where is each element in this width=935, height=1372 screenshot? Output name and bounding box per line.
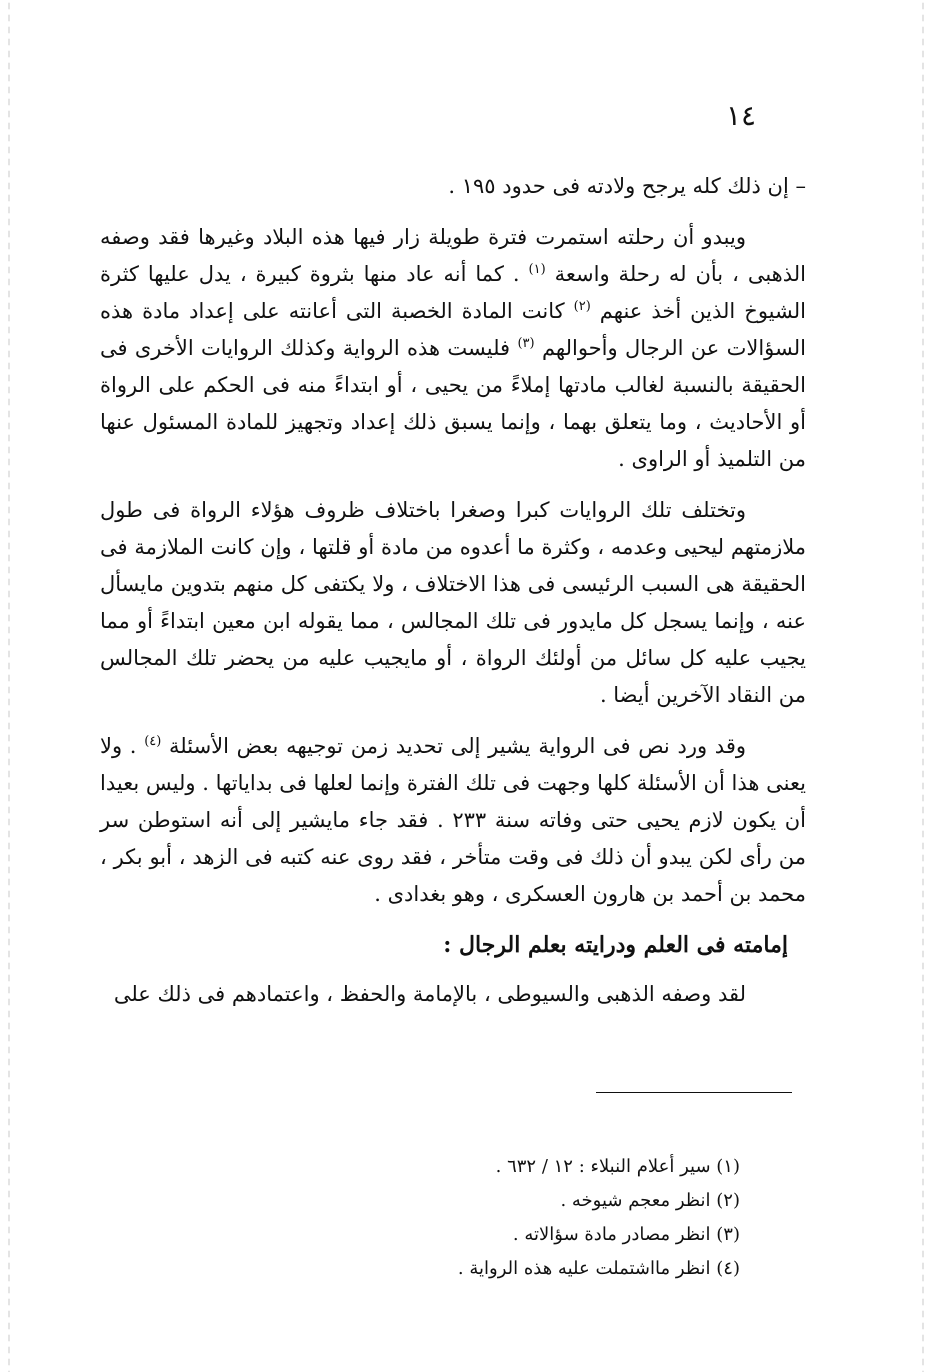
page-number: ١٤ [726, 99, 757, 132]
footnote-3: (٣) انظر مصادر مادة سؤالاته . [512, 1224, 740, 1245]
paragraph-2-text: ويبدو أن رحلته استمرت فترة طويلة زار فيها هذه البلاد وغيرها فقد وصفه الذهبى ، بأن له رحلة واسعة [100, 225, 806, 286]
footnote-ref-3[interactable]: (٣) [517, 336, 535, 351]
footnote-ref-1[interactable]: (١) [528, 262, 546, 277]
footnote-4: (٤) انظر مااشتملت عليه هذه الرواية . [457, 1258, 740, 1279]
paragraph-2-tail: . كما أنه عاد منها بثروة كبيرة ، يدل عليها كثرة الشيوخ الذين أخذ عنهم [100, 262, 806, 323]
footnote-ref-2[interactable]: (٢) [573, 299, 591, 314]
paragraph-3 [100, 492, 806, 714]
paragraph-4-text: وقد ورد نص فى الرواية يشير إلى تحديد زمن توجيهه بعض الأسئلة [169, 734, 746, 758]
footnote-separator [596, 1092, 792, 1093]
paragraph-3-text: وتختلف تلك الروايات كبرا وصغرا باختلاف ظروف هؤلاء الرواة فى طول ملازمتهم ليحيى وعدمه ، وكثرة ما أعدوه من مادة أو قلتها ، وإن كانت الملازمة فى الحقيقة هى السبب الرئيسى فى هذا الاختلاف ، ولا يكتفى كل منهم بتدوين مايسأل عنه ، وإنما يسجل كل مايدور فى تلك المجالس ، مما يقوله ابن معين ابتداءً أو مما يجيب عليه كل سائل من أولئك الرواة ، أو مايجيب عليه من يحضر تلك المجالس من النقاد الآخرين أيضا . [100, 498, 806, 707]
paragraph-5-text: لقد وصفه الذهبى والسيوطى ، بالإمامة والحفظ ، واعتمادهم فى ذلك على [113, 982, 746, 1006]
paragraph-2-end: فليست هذه الرواية وكذلك الروايات الأخرى فى الحقيقة بالنسبة لغالب مادتها إملاءً من يحيى ، أو ابتداءً منه فى الحكم على الرواة أو الأحاديث ، وما يتعلق بهما ، وإنما يسبق ذلك إعداد وتجهيز للمادة المسئول عنها من التلميذ أو الراوى . [100, 336, 806, 471]
paragraph-1-text: – إن ذلك كله يرجح ولادته فى حدود ١٩٥ . [448, 174, 806, 198]
section-heading: إمامته فى العلم ودرايته بعلم الرجال : [443, 932, 788, 958]
footnote-2: (٢) انظر معجم شيوخه . [560, 1190, 740, 1211]
body-text [100, 168, 806, 1027]
paragraph-1 [100, 168, 806, 205]
footnote-ref-4[interactable]: (٤) [144, 734, 162, 749]
paragraph-2 [100, 219, 806, 478]
paragraph-4 [100, 728, 806, 913]
scan-edge-right [922, 0, 924, 1372]
paragraph-4-tail: . ولا يعنى هذا أن الأسئلة كلها وجهت فى تلك الفترة وإنما لعلها فى بداياتها . وليس بعيدا أن يكون لازم يحيى حتى وفاته سنة ٢٣٣ . فقد جاء مايشير إلى أنه استوطن سر من رأى لكن يبدو أن ذلك فى وقت متأخر ، فقد روى عنه كتبه فى الزهد ، أبو بكر ، محمد بن أحمد بن هارون العسكرى ، وهو بغدادى . [100, 734, 806, 906]
footnote-1: (١) سير أعلام النبلاء : ١٢ / ٦٣٢ . [495, 1156, 740, 1177]
footnotes [300, 1150, 740, 1286]
scan-edge-left [8, 0, 10, 1372]
paragraph-2-cont: كانت المادة الخصبة التى أعانته على إعداد مادة هذه السؤالات عن الرجال وأحوالهم [100, 299, 806, 360]
paragraph-5 [100, 976, 806, 1013]
